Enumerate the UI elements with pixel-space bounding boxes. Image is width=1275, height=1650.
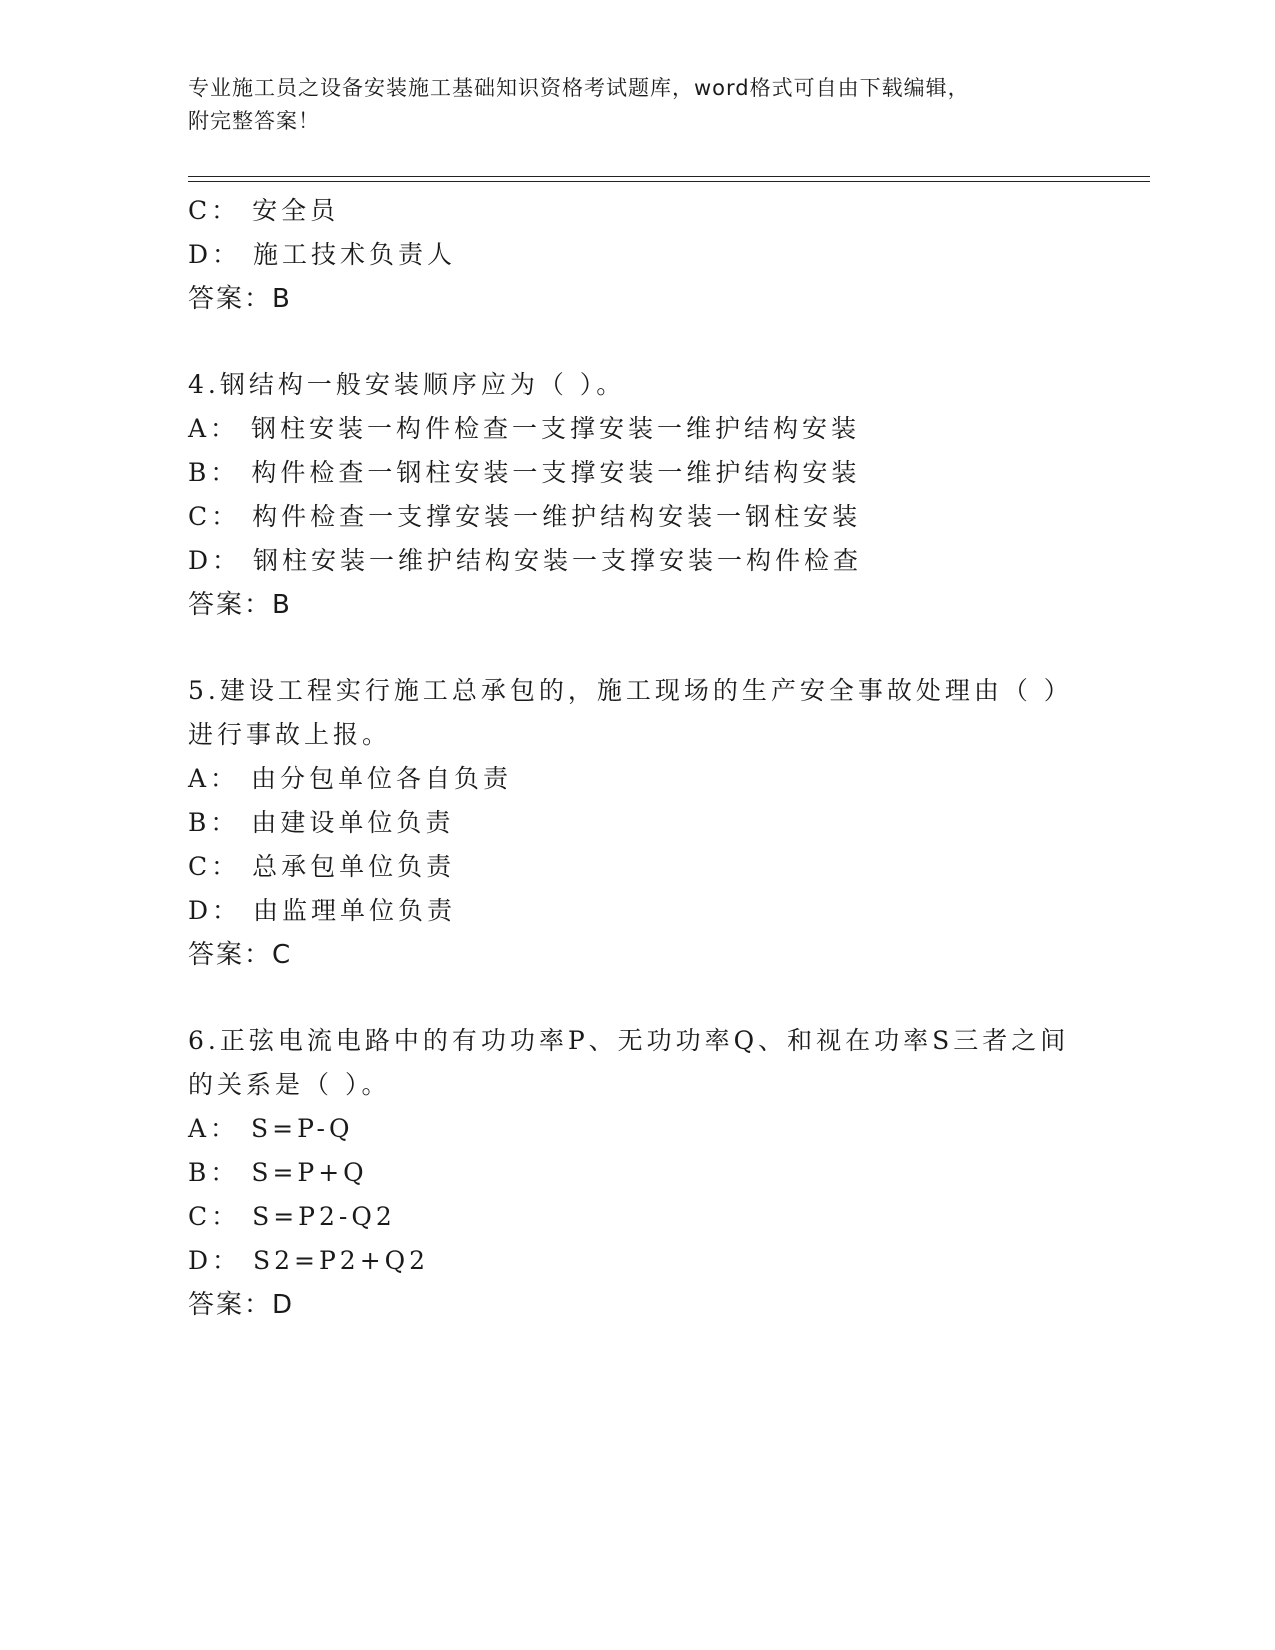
q4-option-b: B： 构件检查一钢柱安装一支撑安装一维护结构安装 [188, 458, 861, 487]
q3-option-d: D： 施工技术负责人 [188, 240, 456, 269]
q6-option-b: B： S=P+Q [188, 1158, 368, 1187]
q5-question-line-1: 5.建设工程实行施工总承包的，施工现场的生产安全事故处理由（ ） [188, 676, 1073, 705]
q6-option-a: A： S=P-Q [188, 1114, 354, 1143]
document-header [188, 72, 1068, 138]
q6-option-c: C： S=P2-Q2 [188, 1202, 396, 1231]
header-line-2: 附完整答案！ [188, 109, 320, 133]
q4-question: 4.钢结构一般安装顺序应为（ ）。 [188, 370, 626, 399]
q3-option-c: C： 安全员 [188, 196, 340, 225]
q4-option-a: A： 钢柱安装一构件检查一支撑安装一维护结构安装 [188, 414, 861, 443]
q6-answer: 答案：D [188, 1290, 295, 1320]
q5-answer: 答案：C [188, 940, 293, 970]
q6-option-d: D： S2=P2+Q2 [188, 1246, 430, 1275]
q6-question-line-1: 6.正弦电流电路中的有功功率P、无功功率Q、和视在功率S三者之间 [188, 1026, 1070, 1055]
q5-option-b: B： 由建设单位负责 [188, 808, 455, 837]
q5-option-a: A： 由分包单位各自负责 [188, 764, 513, 793]
header-rule-top [188, 176, 1150, 177]
q4-option-c: C： 构件检查一支撑安装一维护结构安装一钢柱安装 [188, 502, 862, 531]
q3-answer: 答案：B [188, 284, 292, 314]
q5-question-line-2: 进行事故上报。 [188, 720, 392, 749]
header-line-1: 专业施工员之设备安装施工基础知识资格考试题库，word格式可自由下载编辑， [188, 76, 970, 100]
q4-answer: 答案：B [188, 590, 292, 620]
q5-option-d: D： 由监理单位负责 [188, 896, 456, 925]
q5-option-c: C： 总承包单位负责 [188, 852, 456, 881]
q4-option-d: D： 钢柱安装一维护结构安装一支撑安装一构件检查 [188, 546, 862, 575]
header-rule-bottom [188, 181, 1150, 182]
q6-question-line-2: 的关系是（ ）。 [188, 1070, 391, 1099]
